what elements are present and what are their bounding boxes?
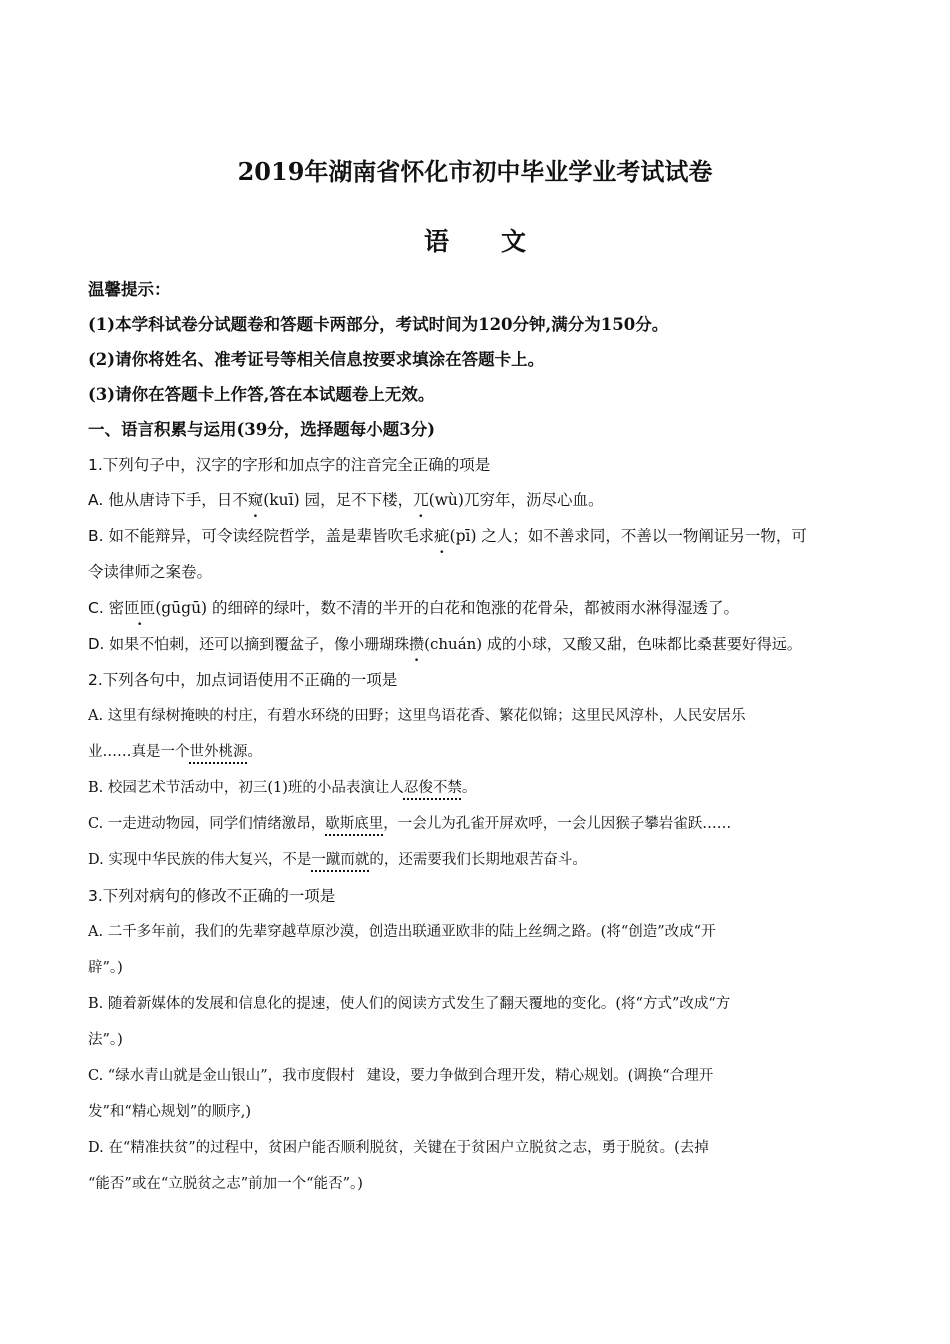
- section-heading: 一、语言积累与运用(39分，选择题每小题3分): [88, 420, 436, 439]
- option-label: C.: [88, 599, 104, 617]
- option-text: 业……真是一个: [88, 744, 190, 760]
- dotted-word-text: 世外桃源: [189, 744, 248, 760]
- option-text: 。: [247, 744, 262, 760]
- q3-option-b-cont: 法”。): [88, 1032, 123, 1048]
- dotted-word-text: 歇斯底里: [325, 816, 384, 832]
- q3-option-c: [88, 1066, 868, 1086]
- option-text: (pī) 之人；如不善求同，不善以一物阐证另一物，可: [449, 527, 807, 545]
- option-text: (chuán) 成的小球，又酸又甜，色味都比桑葚要好得远。: [424, 635, 802, 653]
- subject-heading: [0, 222, 950, 258]
- question-2-stem: [88, 670, 868, 690]
- tip-1: (1)本学科试卷分试题卷和答题卡两部分，考试时间为120分钟,满分为150分。: [88, 315, 669, 334]
- exam-title: 2019年湖南省怀化市初中毕业学业考试试卷: [237, 157, 713, 186]
- q3-option-a: A. 二千多年前，我们的先辈穿越草原沙漠，创造出联通亚欧非的陆上丝绸之路。(将“创造”改成“开: [88, 924, 716, 940]
- option-label: B.: [88, 527, 104, 545]
- dotted-word: [190, 744, 248, 760]
- option-text: 。: [461, 780, 477, 796]
- q3-option-d: D. 在“精准扶贫”的过程中，贫困户能否顺利脱贫，关键在于贫困户立脱贫之志，勇于脱贫。(去掉: [88, 1140, 709, 1156]
- subject-char-2: 文: [501, 227, 527, 256]
- option-label: A.: [88, 491, 104, 509]
- option-text: 密: [103, 599, 125, 617]
- dotted-char: 匝匝: [124, 599, 156, 617]
- option-text: (kuī) 园，足不下楼，: [263, 491, 414, 509]
- option-text: C. “绿水青山就是金山银山”，我市度假村: [88, 1068, 355, 1084]
- question-text: 下列句子中，汉字的字形和加点字的注音完全正确的项是: [102, 456, 491, 474]
- dotted-word-text: 忍俊不禁: [403, 780, 462, 796]
- question-number: 3.: [88, 887, 103, 905]
- q1-option-b: [88, 526, 868, 546]
- q1-option-c: [88, 598, 868, 618]
- question-number: 1.: [88, 456, 103, 474]
- tips-heading: 温馨提示：: [88, 280, 171, 299]
- option-text: 如果不怕刺，还可以摘到覆盆子，像小珊瑚珠: [104, 635, 410, 653]
- option-text: 如不能辩异，可令读经院哲学，盖是辈皆吹毛求: [103, 527, 434, 545]
- dotted-char: 兀: [413, 491, 429, 509]
- question-number: 2.: [88, 671, 103, 689]
- question-text: 下列对病句的修改不正确的一项是: [102, 887, 336, 905]
- dotted-word-text: 一蹴而就: [311, 852, 370, 868]
- question-3-stem: [88, 886, 868, 906]
- question-1-stem: [88, 455, 868, 475]
- q2-option-a-cont: [88, 742, 868, 762]
- tip-2: (2)请你将姓名、准考证号等相关信息按要求填涂在答题卡上。: [88, 350, 545, 369]
- q3-option-d-cont: “能否”或在“立脱贫之志”前加一个“能否”。): [88, 1176, 363, 1192]
- q3-option-b: B. 随着新媒体的发展和信息化的提速，使人们的阅读方式发生了翻天覆地的变化。(将“方式”改成“方: [88, 996, 731, 1012]
- q2-option-d: [88, 850, 868, 870]
- q1-option-b-cont: 令读律师之案卷。: [88, 563, 213, 581]
- option-text: B. 校园艺术节活动中，初三(1)班的小品表演让人: [88, 780, 404, 796]
- q1-option-d: [88, 634, 868, 654]
- q2-option-c: [88, 814, 868, 834]
- option-text: 他从唐诗下手，日不: [103, 491, 248, 509]
- q2-option-b: [88, 778, 868, 798]
- q3-option-c-cont: 发”和“精心规划”的顺序,): [88, 1104, 252, 1120]
- option-text: C. 一走进动物园，同学们情绪激昂，: [88, 816, 326, 832]
- subject-char-1: 语: [423, 227, 449, 256]
- dotted-char: 攒: [409, 635, 425, 653]
- tip-3: (3)请你在答题卡上作答,答在本试题卷上无效。: [88, 385, 435, 404]
- question-text: 下列各句中，加点词语使用不正确的一项是: [102, 671, 398, 689]
- option-text: (gūgū) 的细碎的绿叶，数不清的半开的白花和饱涨的花骨朵，都被雨水淋得湿透了。: [155, 599, 740, 617]
- q1-option-a: [88, 490, 868, 510]
- option-text: 的，还需要我们长期地艰苦奋斗。: [369, 852, 587, 868]
- option-text: 建设，要力争做到合理开发，精心规划。(调换“合理开: [366, 1068, 714, 1084]
- dotted-char: 窥: [247, 491, 264, 509]
- q2-option-a: A. 这里有绿树掩映的村庄，有碧水环绕的田野；这里鸟语花香、繁花似锦；这里民风淳朴，人民安居乐: [88, 708, 746, 724]
- option-text: (wù)兀穷年，沥尽心血。: [428, 491, 604, 509]
- option-text: D. 实现中华民族的伟大复兴，不是: [88, 852, 312, 868]
- q3-option-a-cont: 辟”。): [88, 960, 123, 976]
- option-text: ，一会儿为孔雀开屏欢呼，一会儿因猴子攀岩雀跃……: [383, 816, 732, 832]
- dotted-char: 疵: [434, 527, 450, 545]
- option-label: D.: [88, 635, 105, 653]
